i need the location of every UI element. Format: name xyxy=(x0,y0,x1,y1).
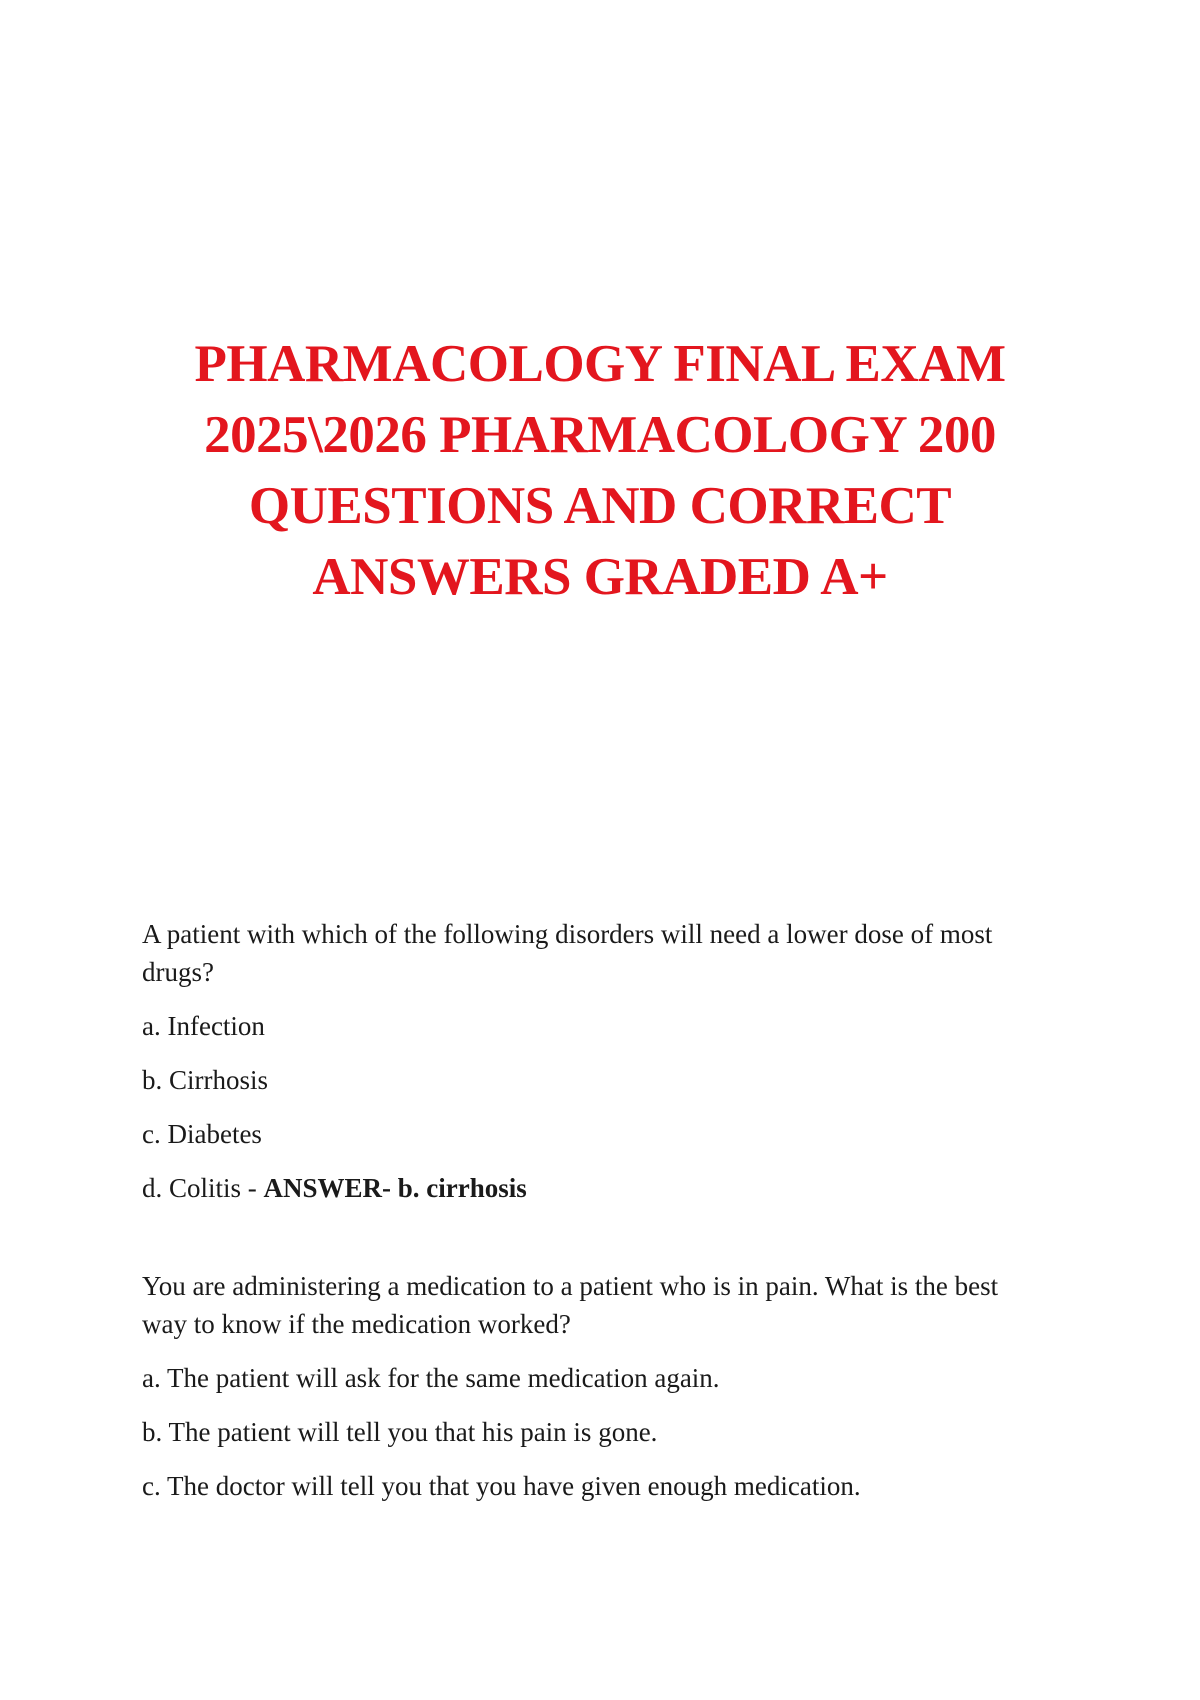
option-a: a. Infection xyxy=(142,1011,265,1041)
title-line: QUESTIONS AND CORRECT xyxy=(248,476,952,535)
answer-text: ANSWER- b. cirrhosis xyxy=(263,1173,527,1203)
option-b: b. The patient will tell you that his pain is gone. xyxy=(142,1417,658,1447)
question-1 xyxy=(142,915,1042,1207)
option-c: c. Diabetes xyxy=(142,1119,262,1149)
option-d xyxy=(142,1169,1042,1207)
option-b: b. Cirrhosis xyxy=(142,1065,269,1095)
questions-section xyxy=(142,915,1042,1521)
title-line: ANSWERS GRADED A+ xyxy=(312,547,888,606)
title-line: 2025\2026 PHARMACOLOGY 200 xyxy=(204,405,996,464)
option-d-text: d. Colitis - xyxy=(142,1173,264,1203)
option-c: c. The doctor will tell you that you have given enough medication. xyxy=(142,1471,861,1501)
question-text: A patient with which of the following disorders will need a lower dose of most drugs? xyxy=(142,919,993,987)
option-a: a. The patient will ask for the same medication again. xyxy=(142,1363,720,1393)
question-text: You are administering a medication to a patient who is in pain. What is the best way to know if the medication worked? xyxy=(142,1271,999,1339)
question-2 xyxy=(142,1267,1042,1505)
document-title xyxy=(130,329,1070,613)
title-line: PHARMACOLOGY FINAL EXAM xyxy=(194,334,1006,393)
